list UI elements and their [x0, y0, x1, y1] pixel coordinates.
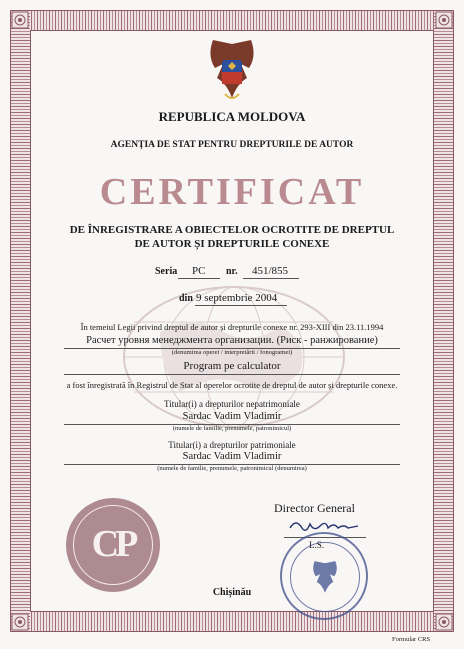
- nonpatrimonial-label: Titular(i) a drepturilor nepatrimoniale: [164, 399, 300, 409]
- work-type-underline: [64, 374, 400, 375]
- ls-mark: L.S.: [309, 540, 325, 550]
- subtitle-line-1: DE ÎNREGISTRARE A OBIECTELOR OCROTITE DE DREPTUL: [69, 224, 395, 236]
- din-label: din: [179, 293, 193, 304]
- work-title: Расчет уровня менеджмента организации. (Риск - ранжирование): [86, 335, 378, 346]
- corner-ornament-icon: [10, 612, 30, 632]
- patrimonial-label: Titular(i) a drepturilor patrimoniale: [168, 440, 296, 450]
- legal-basis-text: În temeiul Legii privind dreptul de autor și drepturile conexe nr. 293-XIII din 23.11.1994: [80, 322, 384, 332]
- agency-name: AGENȚIA DE STAT PENTRU DREPTURILE DE AUTOR: [110, 140, 354, 150]
- form-code: Formular CRS: [392, 636, 431, 643]
- agency-emblem: [66, 498, 160, 592]
- coat-of-arms-icon: [205, 38, 259, 104]
- nr-underline: [243, 278, 299, 279]
- work-type: Program pe calculator: [183, 360, 281, 372]
- registry-statement: a fost înregistrată în Registrul de Stat al operelor ocrotite de dreptul de autor și drepturile conexe.: [66, 380, 398, 390]
- seria-label: Seria: [155, 266, 178, 277]
- subtitle-line-2: DE AUTOR ȘI DREPTURILE CONEXE: [134, 238, 330, 250]
- city-name: Chișinău: [212, 587, 252, 598]
- nr-value: 451/855: [252, 265, 289, 277]
- seria-value: PC: [192, 265, 206, 277]
- patrimonial-caption: (numele de familie, prenumele, patronimicul (denumirea): [157, 465, 307, 472]
- nonpatrimonial-holder: Sardac Vadim Vladimir: [182, 411, 282, 422]
- nonpatrimonial-caption: (numele de familie, prenumele, patronimicul): [172, 425, 292, 432]
- corner-ornament-icon: [10, 10, 30, 30]
- corner-ornament-icon: [434, 612, 454, 632]
- director-title: Director General: [274, 501, 355, 515]
- seria-underline: [178, 278, 220, 279]
- date-value: 9 septembrie 2004: [196, 292, 278, 304]
- work-title-caption: (denumirea operei / interpretării / fonogramei): [171, 349, 293, 356]
- emblem-letters: CP: [91, 523, 135, 565]
- certificate-title: CERTIFICAT: [99, 171, 365, 213]
- country-name: REPUBLICA MOLDOVA: [158, 109, 306, 124]
- nr-label: nr.: [226, 266, 238, 277]
- date-underline: [195, 305, 287, 306]
- patrimonial-holder: Sardac Vadim Vladimir: [182, 451, 282, 462]
- corner-ornament-icon: [434, 10, 454, 30]
